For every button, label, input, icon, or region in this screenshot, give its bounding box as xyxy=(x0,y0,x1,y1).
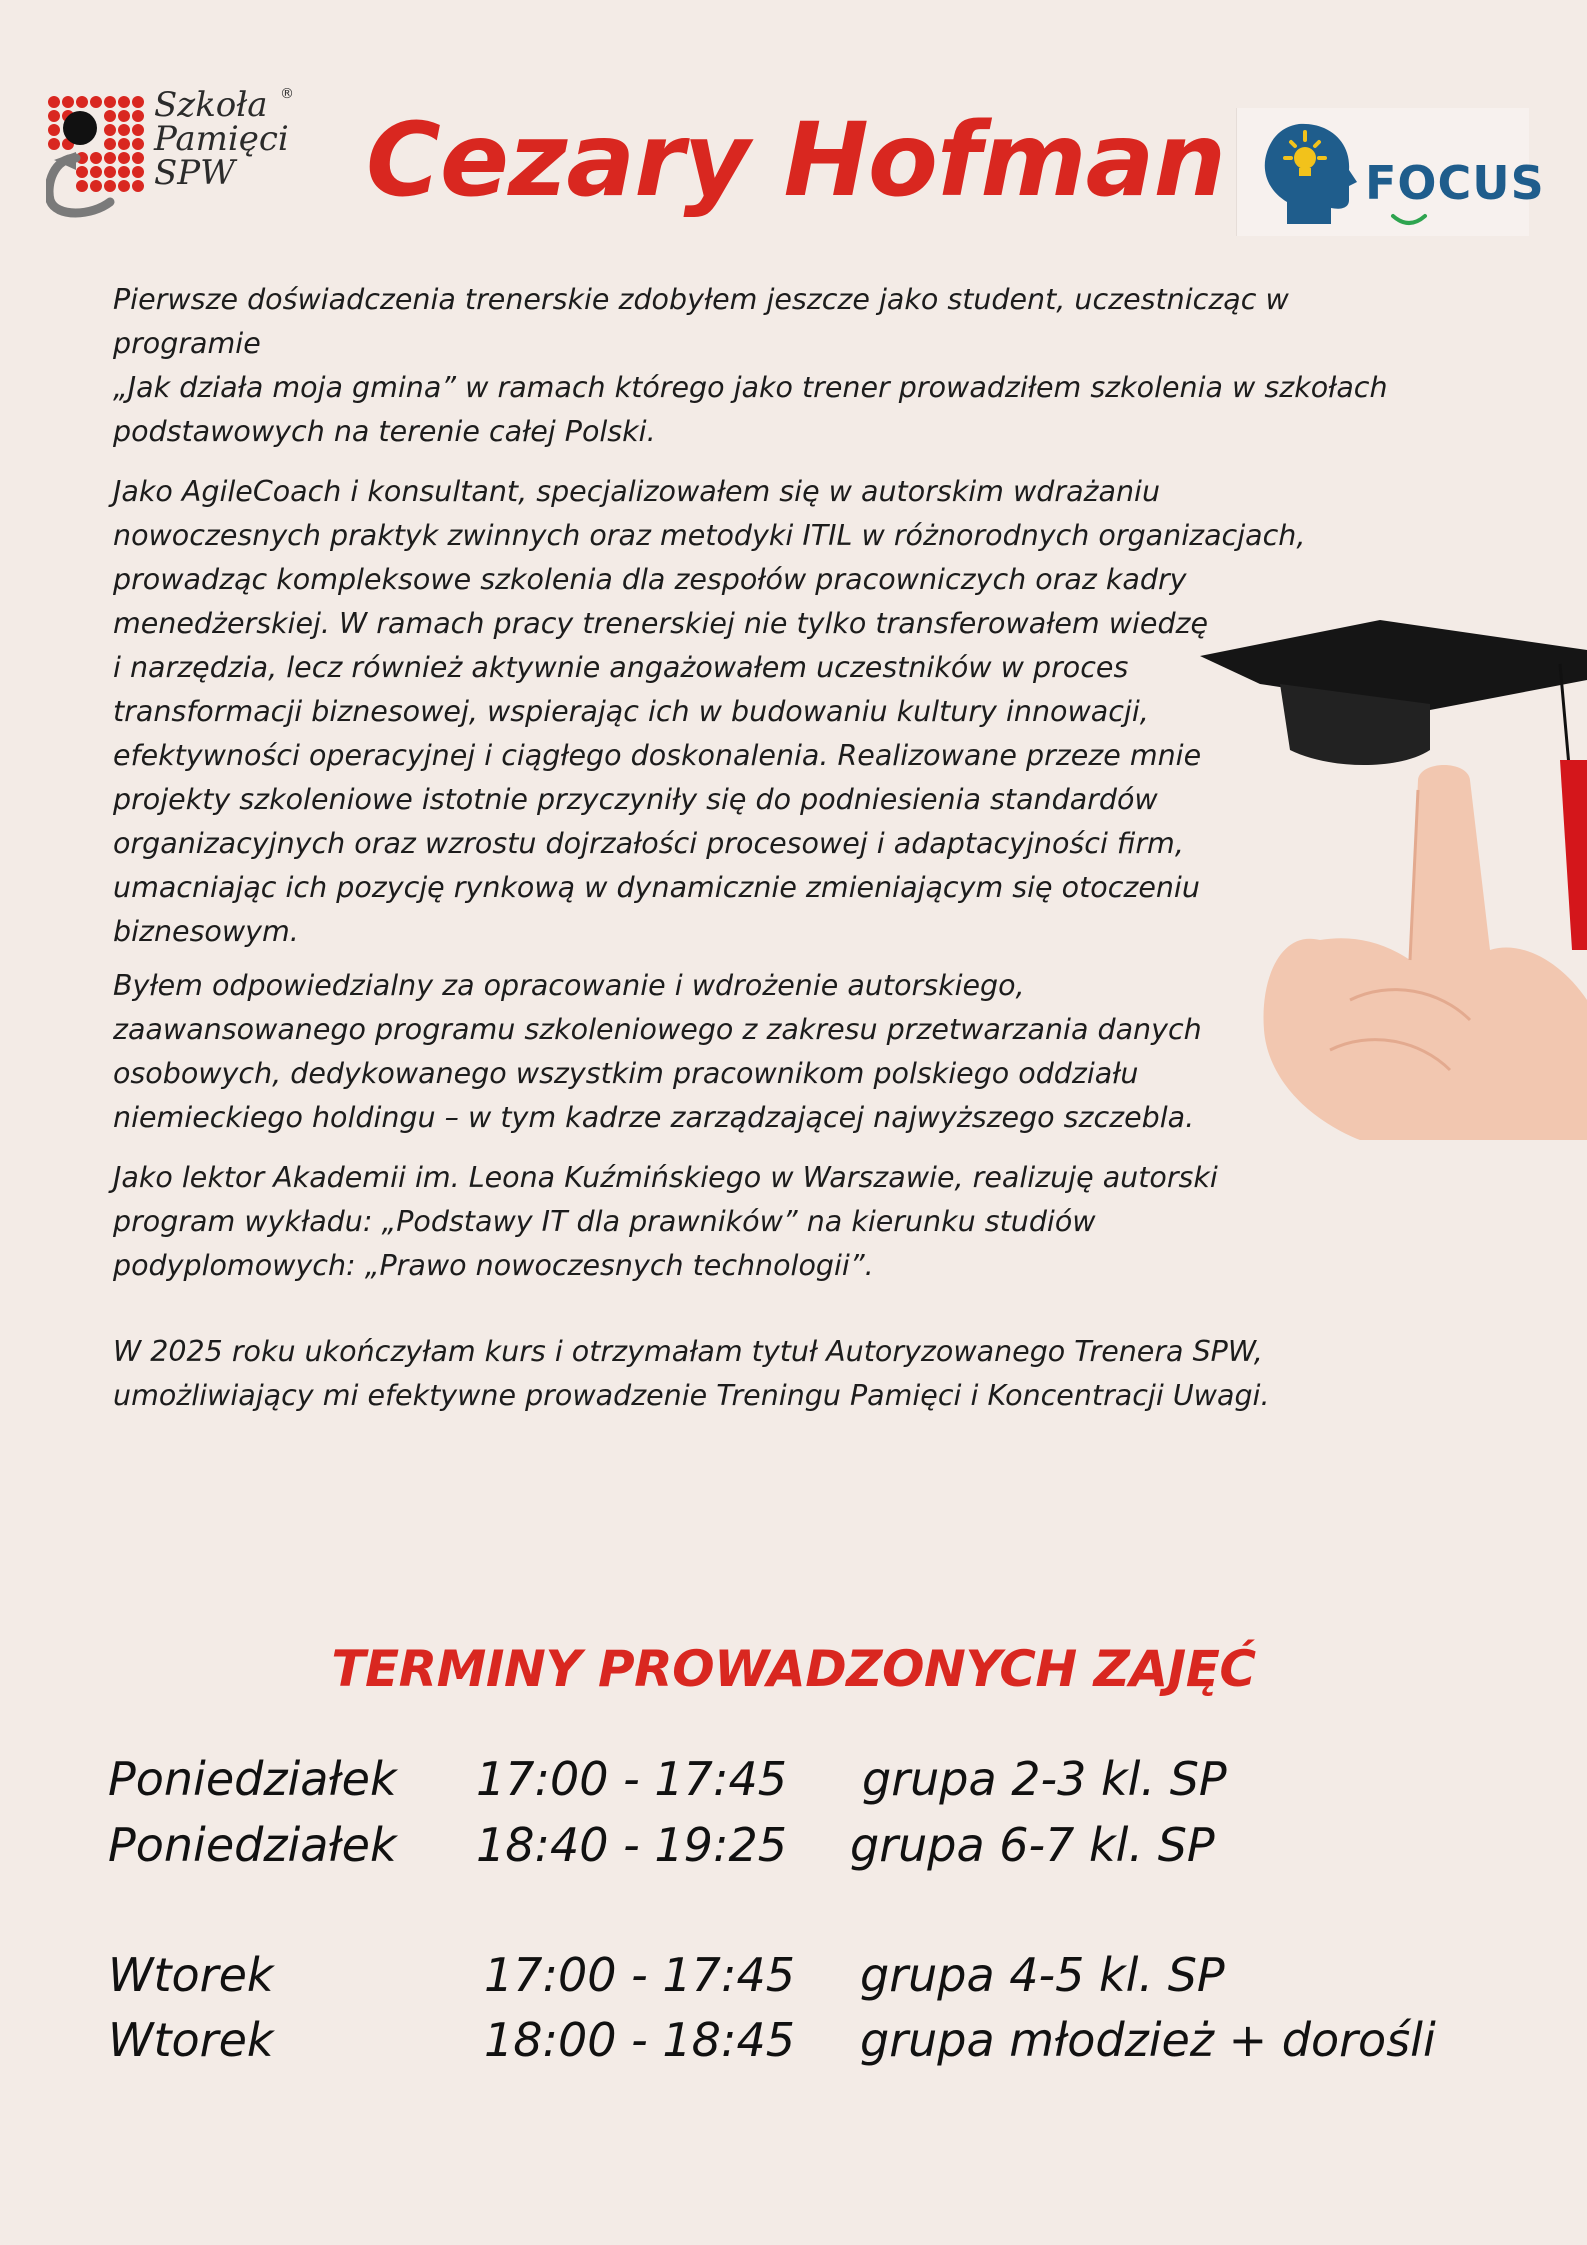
focus-logo xyxy=(1236,108,1545,236)
graduation-cap-finger-image xyxy=(1200,600,1587,1140)
smile-icon xyxy=(1389,212,1429,228)
schedule-group: grupa młodzież + dorośli xyxy=(860,2013,1436,2067)
schedule-group: grupa 4-5 kl. SP xyxy=(860,1948,1225,2002)
schedule-day: Wtorek xyxy=(108,2013,274,2067)
schedule-day: Poniedziałek xyxy=(108,1752,397,1806)
schedule-time: 17:00 - 17:45 xyxy=(484,1948,795,2002)
schedule-time: 18:00 - 18:45 xyxy=(484,2013,795,2067)
bio-paragraph: W 2025 roku ukończyłam kurs i otrzymałam tytuł Autoryzowanego Trenera SPW, umożliwiający mi efektywne prowadzenie Treningu Pamięci i Koncentracji Uwagi. xyxy=(113,1335,1270,1412)
page-title: Cezary Hofman xyxy=(366,101,1226,220)
schedule-time: 18:40 - 19:25 xyxy=(476,1818,787,1872)
dot-grid-logo-icon xyxy=(46,94,162,218)
schedule-title: TERMINY PROWADZONYCH ZAJĘĆ xyxy=(331,1640,1256,1698)
schedule-time: 17:00 - 17:45 xyxy=(476,1752,787,1806)
szkola-pamieci-logo xyxy=(24,86,304,216)
logo-text: Szkoła Pamięci SPW xyxy=(154,85,289,193)
bio-paragraph: Jako AgileCoach i konsultant, specjalizowałem się w autorskim wdrażaniu nowoczesnych praktyk zwinnych oraz metodyki ITIL w różnorodnych organizacjach, prowadząc kompleksowe szkolenia dla zespołów pracowniczych oraz kadry menedżerskiej. W ramach pracy trenerskiej nie tylko transferowałem wiedzę i narzędzia, lecz również aktywnie angażowałem uczestników w proces transformacji biznesowej, wspierając ich w budowaniu kultury innowacji, efektywności operacyjnej i ciągłego doskonalenia. Realizowane przeze mnie projekty szkoleniowe istotnie przyczyniły się do podniesienia standardów organizacyjnych oraz wzrostu dojrzałości procesowej i adaptacyjności firm, umacniając ich pozycję rynkową w dynamicznie zmieniającym się otoczeniu biznesowym. xyxy=(113,475,1306,948)
bio-paragraph: Jako lektor Akademii im. Leona Kuźmińskiego w Warszawie, realizuję autorski program wykładu: „Podstawy IT dla prawników” na kierunku studiów podyplomowych: „Prawo nowoczesnych technologii”. xyxy=(113,1161,1218,1282)
bio-paragraph: Byłem odpowiedzialny za opracowanie i wdrożenie autorskiego, zaawansowanego programu szkoleniowego z zakresu przetwarzania danych osobowych, dedykowanego wszystkim pracownikom polskiego oddziału niemieckiego holdingu – w tym kadrze zarządzającej najwyższego szczebla. xyxy=(113,969,1202,1134)
focus-logo-text: FOCUS xyxy=(1365,156,1545,210)
schedule-day: Wtorek xyxy=(108,1948,274,2002)
schedule-group: grupa 6-7 kl. SP xyxy=(850,1818,1215,1872)
head-bulb-icon xyxy=(1259,118,1359,228)
schedule-day: Poniedziałek xyxy=(108,1818,397,1872)
registered-mark: ® xyxy=(280,86,294,102)
bio-paragraph: Pierwsze doświadczenia trenerskie zdobyłem jeszcze jako student, uczestnicząc w programie „Jak działa moja gmina” w ramach którego jako trener prowadziłem szkolenia w szkołach podstawowych na terenie całej Polski. xyxy=(113,283,1388,448)
schedule-group: grupa 2-3 kl. SP xyxy=(862,1752,1227,1806)
